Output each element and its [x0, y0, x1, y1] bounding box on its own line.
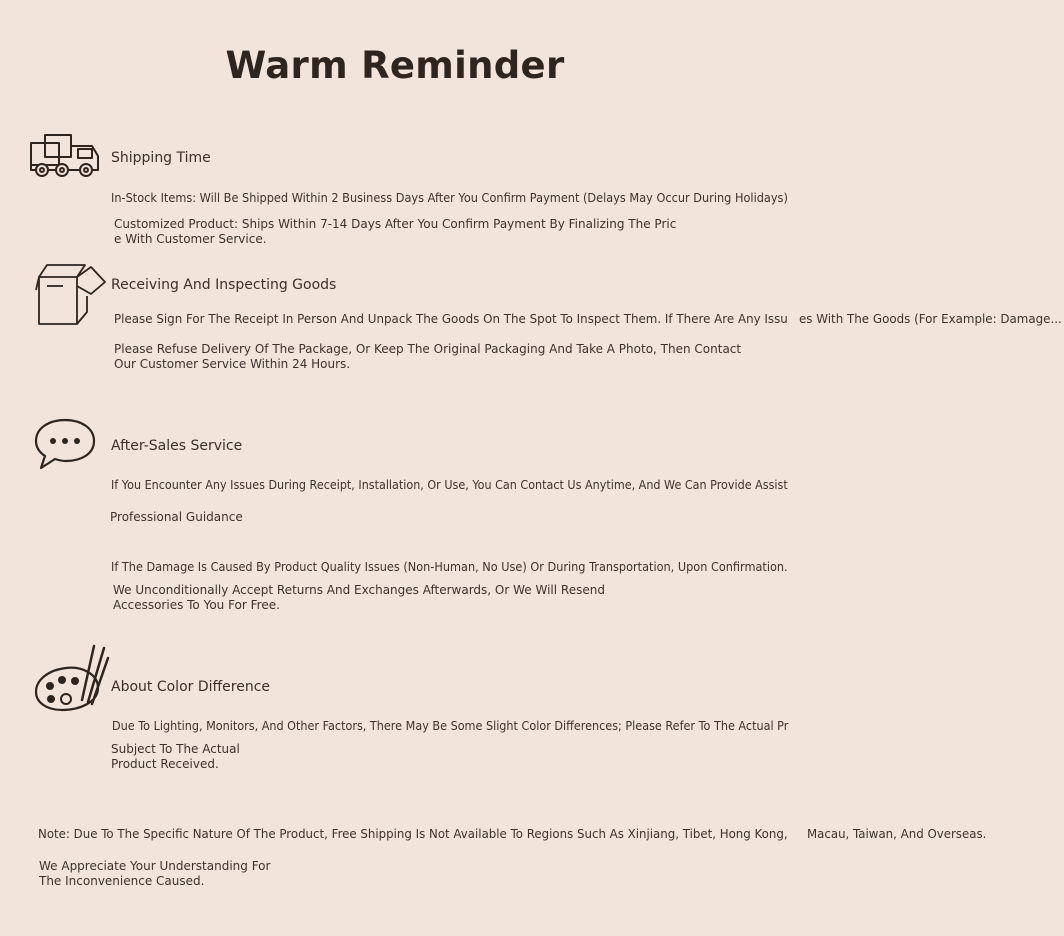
page-title: Warm Reminder: [225, 44, 565, 87]
color-line-lighting: Due To Lighting, Monitors, And Other Factors, There May Be Some Slight Color Differences; Please Refer To The Actual Pr: [112, 719, 789, 733]
chat-bubble-icon: [33, 416, 99, 472]
after-sales-line-contact: If You Encounter Any Issues During Receipt, Installation, Or Use, You Can Contact Us Anytime, And We Can Provide Assist: [111, 478, 788, 492]
after-sales-line-damage: If The Damage Is Caused By Product Quality Issues (Non-Human, No Use) Or During Transportation, Upon Confirmation.: [111, 560, 788, 574]
palette-icon: [32, 640, 112, 716]
section-heading-color: About Color Difference: [111, 679, 271, 695]
text-line: Our Customer Service Within 24 Hours.: [114, 357, 351, 371]
text-line: Accessories To You For Free.: [113, 598, 280, 612]
text-line: We Appreciate Your Understanding For: [39, 859, 271, 873]
text-line: Note: Due To The Specific Nature Of The Product, Free Shipping Is Not Available To Regions Such As Xinjiang, Tibet, Hong Kong,: [38, 827, 788, 841]
section-heading-shipping: Shipping Time: [111, 150, 211, 166]
truck-icon: [28, 132, 104, 180]
text-line: Macau, Taiwan, And Overseas.: [807, 827, 987, 841]
text-line: Subject To The Actual: [111, 742, 240, 756]
after-sales-line-returns: [113, 583, 605, 613]
shipping-line-instock: In-Stock Items: Will Be Shipped Within 2 Business Days After You Confirm Payment (Delays May Occur During Holidays): [111, 191, 788, 205]
text-line: es With The Goods (For Example: Damage...: [798, 312, 1062, 326]
receiving-line-sign: [114, 312, 1064, 327]
text-line: The Inconvenience Caused.: [39, 874, 205, 888]
section-heading-receiving: Receiving And Inspecting Goods: [111, 277, 337, 293]
text-line: e With Customer Service.: [114, 232, 267, 246]
text-line: Product Received.: [111, 757, 219, 771]
text-line: Please Refuse Delivery Of The Package, Or Keep The Original Packaging And Take A Photo, Then Contact: [114, 342, 742, 356]
box-icon: [33, 260, 111, 332]
receiving-line-refuse: [114, 342, 741, 372]
after-sales-line-guidance: Professional Guidance: [110, 510, 243, 524]
note-appreciation: [39, 859, 270, 889]
text-line: Please Sign For The Receipt In Person And Unpack The Goods On The Spot To Inspect Them. If There Are Any Issu: [114, 312, 788, 326]
section-heading-after-sales: After-Sales Service: [111, 438, 243, 454]
color-line-actual: [111, 742, 240, 772]
note-shipping-regions: [38, 827, 990, 842]
text-line: We Unconditionally Accept Returns And Exchanges Afterwards, Or We Will Resend: [113, 583, 605, 597]
shipping-line-customized: [114, 217, 676, 247]
text-line: Customized Product: Ships Within 7-14 Days After You Confirm Payment By Finalizing The Pric: [114, 217, 677, 231]
